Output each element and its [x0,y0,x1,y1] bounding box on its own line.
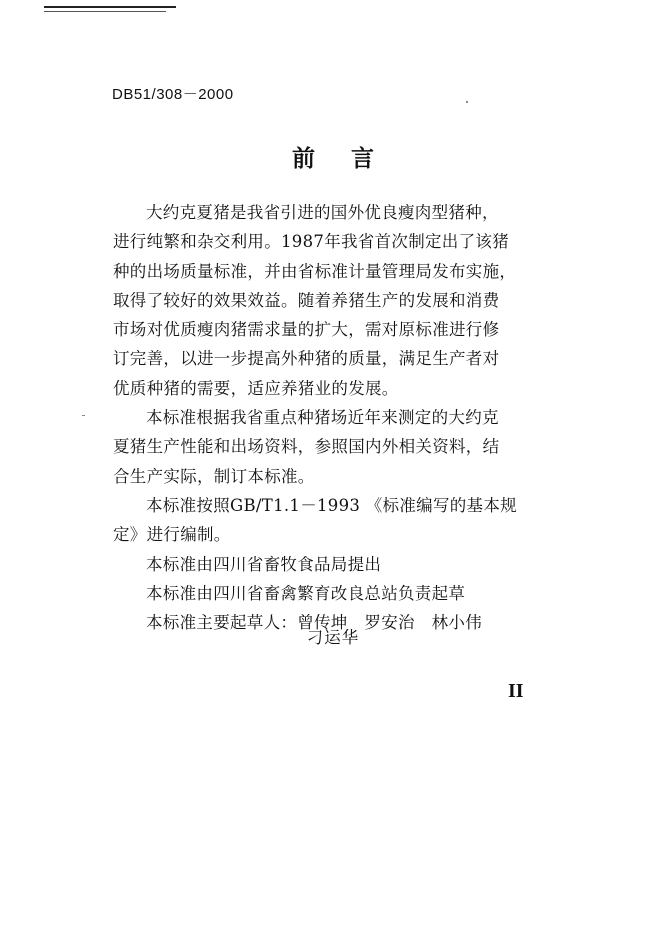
text-line: 本标准按照GB/T1.1－1993 《标准编写的基本规 [146,495,517,515]
text-line: 本标准主要起草人：曾传坤 罗安治 林小伟 [146,613,482,633]
top-rule-thin [44,11,166,12]
text-line: 定》进行编制。 [113,525,231,545]
text-line: 本标准由四川省畜禽繁育改良总站负责起草 [146,583,466,603]
scan-speck [466,101,468,103]
text-line: 合生产实际，制订本标准。 [113,466,315,486]
text-line: 取得了较好的效果效益。随着养猪生产的发展和消费 [113,290,500,310]
text-line: 市场对优质瘦肉猪需求量的扩大，需对原标准进行修 [113,320,500,340]
text-line: 本标准由四川省畜牧食品局提出 [146,554,382,574]
text-line: 进行纯繁和杂交利用。1987年我省首次制定出了该猪 [113,232,509,252]
text-line: 大约克夏猪是我省引进的国外优良瘦肉型猪种， [146,203,499,222]
page-heading: 前言 [292,146,410,172]
top-rule [44,6,176,8]
text-line: 订完善，以进一步提高外种猪的质量，满足生产者对 [113,349,500,369]
page-number: II [508,680,524,702]
text-line: 优质种猪的需要，适应养猪业的发展。 [113,378,399,398]
standard-code: DB51/308－2000 [112,86,234,103]
scan-speck [82,415,85,416]
text-line: 种的出场质量标准，并由省标准计量管理局发布实施， [113,261,517,281]
foreword-body [113,198,553,637]
drafter-name: 刁运华 [306,628,360,647]
text-line: 夏猪生产性能和出场资料，参照国内外相关资料，结 [113,437,500,457]
text-line: 本标准根据我省重点种猪场近年来测定的大约克 [146,408,499,428]
